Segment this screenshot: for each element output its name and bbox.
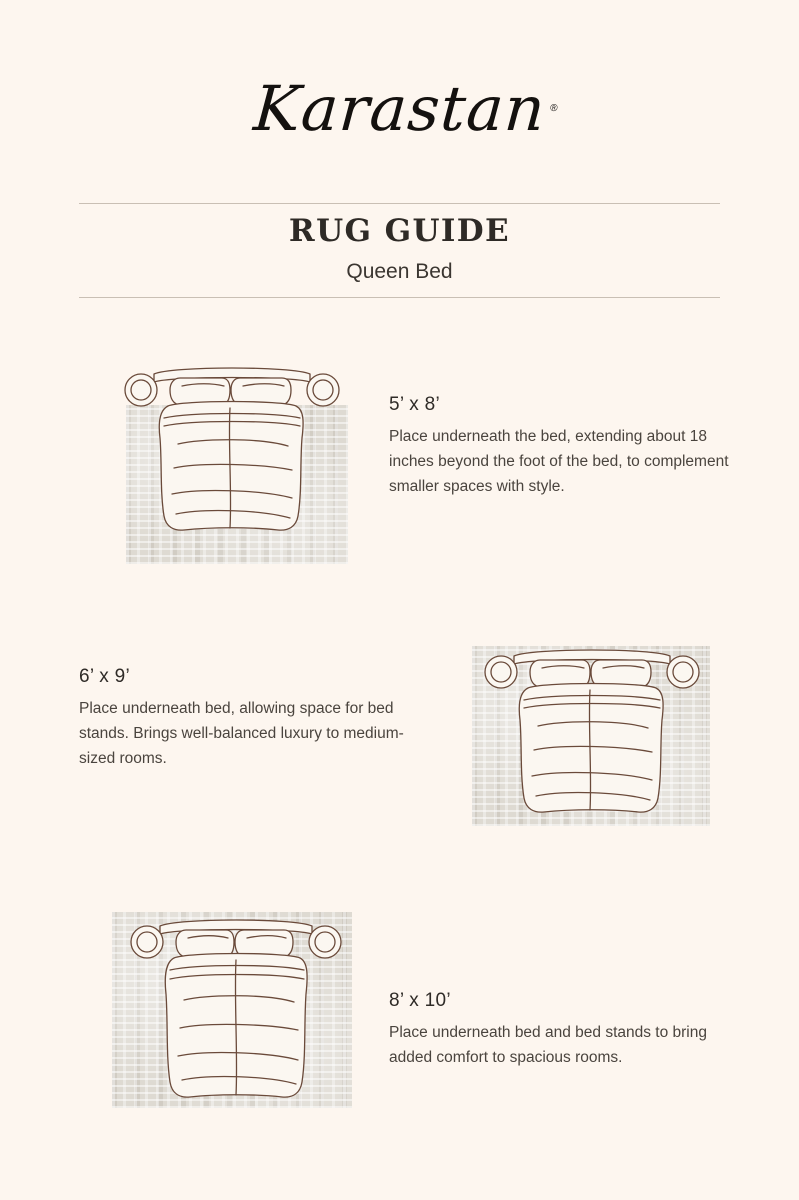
queen-bed-on-5x8-rug-illustration: [112, 352, 352, 567]
brand-header: [0, 72, 799, 145]
entry-1-description: Place underneath the bed, extending about 18 inches beyond the foot of the bed, to complement smaller spaces with style.: [389, 428, 729, 496]
divider-top: [79, 203, 720, 204]
page-subtitle: Queen Bed: [346, 260, 453, 284]
bed-line-drawing: [112, 352, 352, 567]
entry-1-copy: [389, 394, 729, 499]
queen-bed-on-8x10-rug-illustration: [112, 906, 362, 1111]
bed-line-drawing: [472, 638, 722, 838]
title-block: [0, 213, 799, 284]
entry-1-size-label: 5’ x 8’: [389, 394, 441, 415]
entry-2-copy: [79, 666, 419, 771]
brand-name-text: Karastan: [251, 72, 548, 145]
divider-bottom: [79, 297, 720, 298]
entry-3-description: Place underneath bed and bed stands to bring added comfort to spacious rooms.: [389, 1024, 707, 1067]
bed-line-drawing: [112, 906, 362, 1111]
entry-3-size-label: 8’ x 10’: [389, 990, 451, 1011]
karastan-logo: [251, 72, 559, 145]
registered-trademark-icon: ®: [549, 103, 559, 114]
entry-3-copy: [389, 990, 729, 1070]
entry-2-description: Place underneath bed, allowing space for bed stands. Brings well-balanced luxury to medium-sized rooms.: [79, 700, 404, 768]
queen-bed-on-6x9-rug-illustration: [472, 638, 722, 838]
entry-2-size-label: 6’ x 9’: [79, 666, 131, 687]
page-title: RUG GUIDE: [288, 213, 511, 249]
